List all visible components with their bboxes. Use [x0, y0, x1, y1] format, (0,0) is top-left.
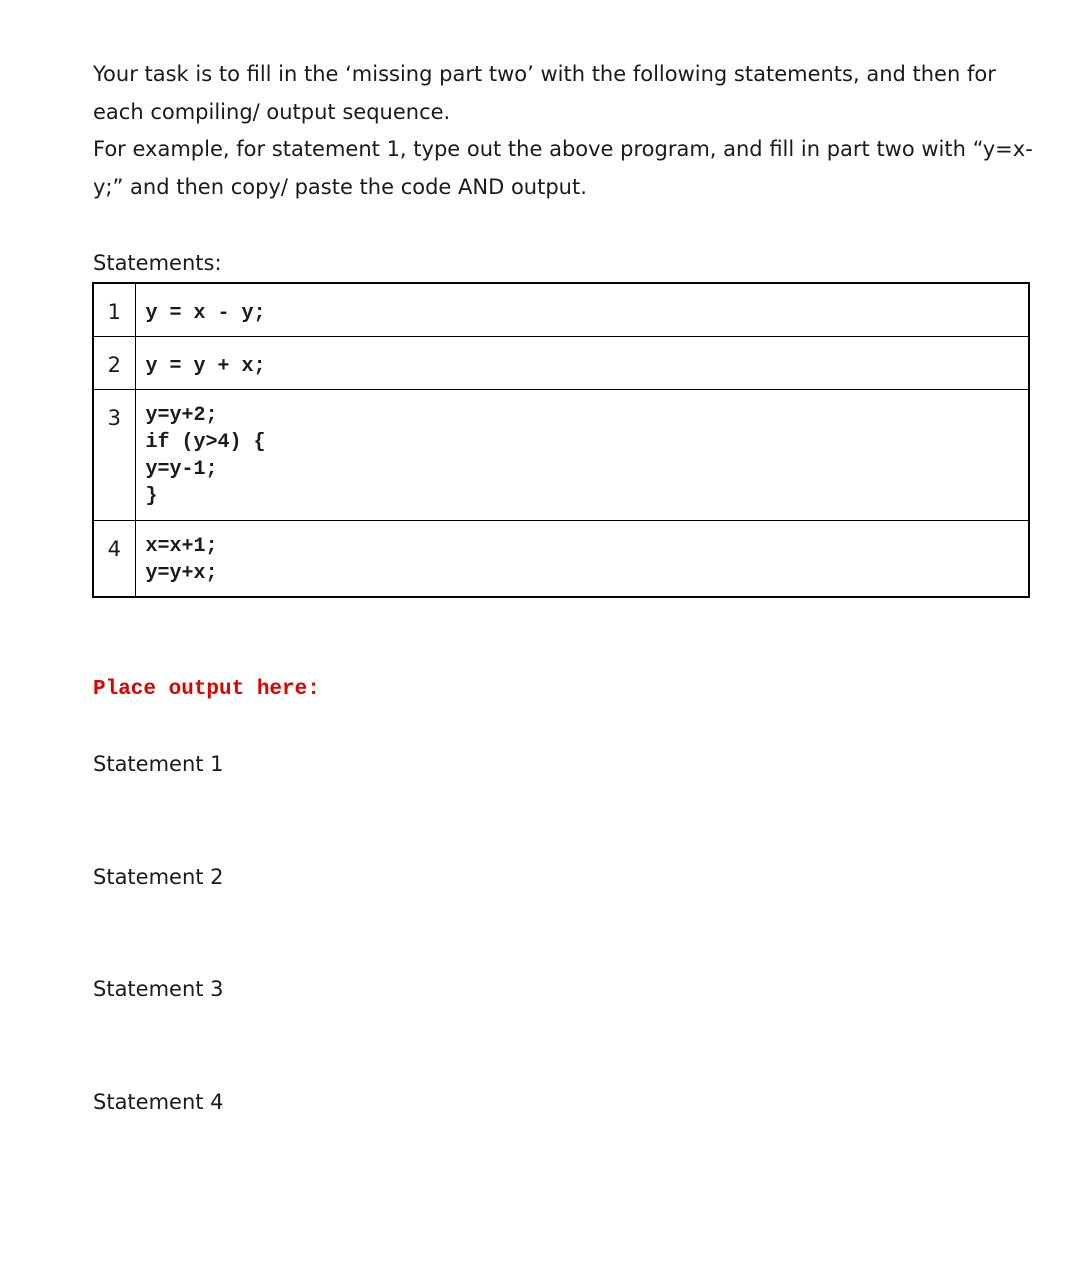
table-row — [93, 520, 1029, 597]
instructions-block — [93, 56, 1043, 206]
code-line: y=y+x; — [145, 561, 218, 585]
statements-table — [92, 282, 1030, 598]
statement-number: 4 — [93, 520, 135, 597]
output-section-label: Statement 4 — [93, 1090, 224, 1114]
output-section-label: Statement 1 — [93, 752, 224, 776]
code-line: if (y>4) { — [145, 430, 266, 454]
table-row — [93, 389, 1029, 520]
statement-code — [135, 283, 1029, 336]
code-line: x=x+1; — [145, 534, 218, 558]
code-line: } — [145, 484, 158, 508]
table-row — [93, 283, 1029, 336]
statement-code — [135, 389, 1029, 520]
code-line: y = x - y; — [145, 302, 266, 325]
code-line: y = y + x; — [145, 354, 266, 378]
code-line: y=y+2; — [145, 403, 218, 427]
output-section-label: Statement 3 — [93, 977, 224, 1001]
instructions-paragraph-2: For example, for statement 1, type out the above program, and fill in part two with “y=x-y;” and then copy/ paste the code AND output. — [93, 137, 1033, 199]
output-heading: Place output here: — [93, 678, 320, 701]
instructions-paragraph-1: Your task is to fill in the ‘missing part two’ with the following statements, and then for each compiling/ output sequence. — [93, 62, 996, 124]
statement-code — [135, 520, 1029, 597]
statement-number: 2 — [93, 336, 135, 389]
output-section-label: Statement 2 — [93, 865, 224, 889]
statement-number: 1 — [93, 283, 135, 336]
table-row — [93, 336, 1029, 389]
statement-number: 3 — [93, 389, 135, 520]
statements-label: Statements: — [93, 251, 222, 275]
statement-code — [135, 336, 1029, 389]
code-line: y=y-1; — [145, 457, 218, 481]
